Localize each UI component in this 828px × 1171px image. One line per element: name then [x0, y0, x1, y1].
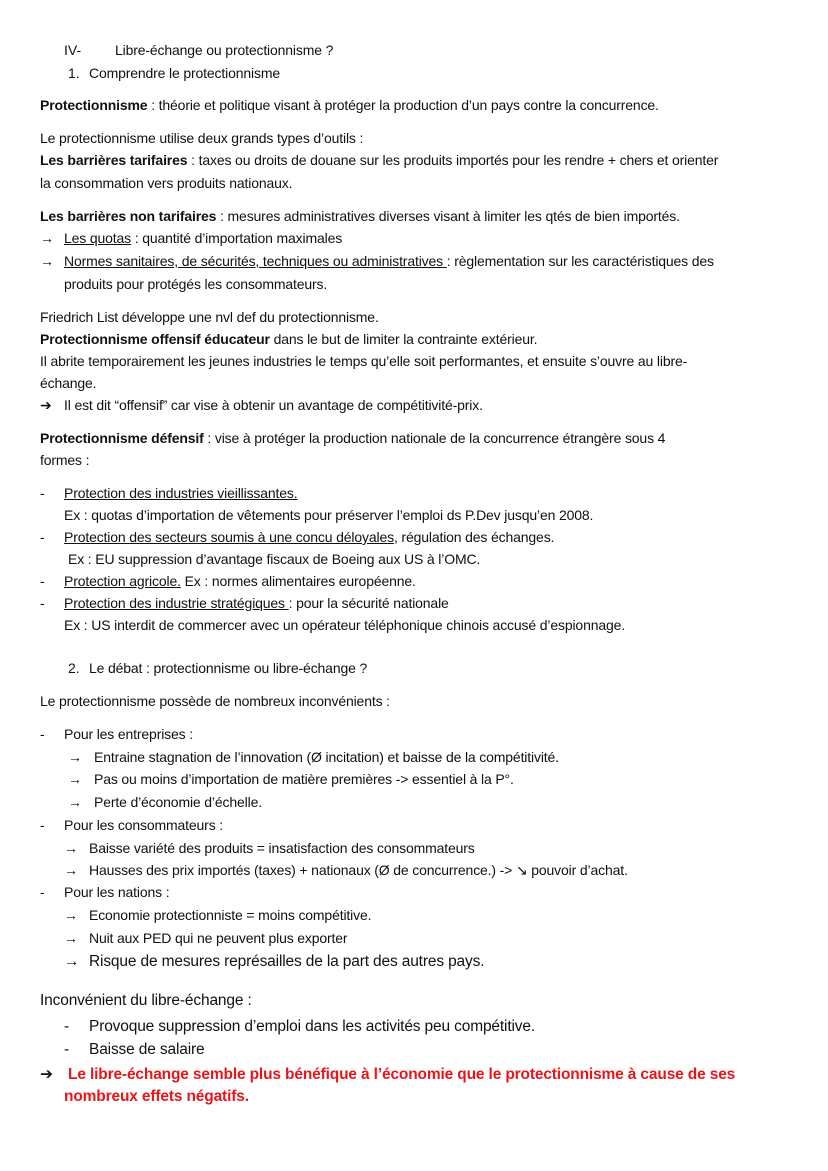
text-line: [89, 929, 347, 947]
arrow-icon: →: [68, 749, 82, 765]
text-segment: Ex : EU suppression d’avantage fiscaux de Boeing aux US à l’OMC.: [68, 551, 481, 567]
text-segment: Friedrich List développe une nvl def du protectionnisme.: [40, 309, 379, 325]
text-line: [94, 793, 262, 811]
text-line: [64, 725, 193, 743]
text-segment: Ex : US interdit de commercer avec un opérateur téléphonique chinois accusé d’espionnage.: [64, 617, 625, 633]
bold-term: Protectionnisme: [40, 97, 148, 113]
text-segment: échange.: [40, 375, 97, 391]
text-segment: la consommation vers produits nationaux.: [40, 175, 293, 191]
text-segment: Ex : normes alimentaires européenne.: [180, 573, 416, 589]
text-line: [64, 572, 416, 590]
arrow-icon: →: [64, 840, 78, 856]
bullet-dash: -: [40, 817, 45, 833]
text-segment: : théorie et politique visant à protéger la production d’un pays contre la concurrence.: [147, 97, 659, 113]
text-segment: Risque de mesures représailles de la part des autres pays.: [89, 953, 485, 970]
text-line: [40, 451, 89, 469]
arrow-icon: ➔: [40, 1066, 53, 1083]
section-heading: [115, 41, 333, 59]
text-segment: Il est dit “offensif” car vise à obtenir un avantage de compétitivité-prix.: [64, 397, 483, 413]
conclusion-text: Le libre-échange semble plus bénéfique à l’économie que le protectionnisme à cause de ses: [68, 1066, 736, 1083]
text-segment: Economie protectionniste = moins compétitive.: [89, 907, 372, 923]
text-line: [94, 748, 559, 766]
text-segment: formes :: [40, 452, 90, 468]
text-segment: Baisse variété des produits = insatisfaction des consommateurs: [89, 840, 475, 856]
underlined-term: Protection agricole.: [64, 573, 181, 589]
text-line: [94, 770, 514, 788]
text-line: [68, 550, 480, 568]
text-segment: Comprendre le protectionnisme: [89, 65, 280, 81]
list-number: 1.: [68, 65, 80, 81]
text-line: [40, 96, 659, 114]
bullet-dash: -: [40, 529, 45, 545]
arrow-icon: →: [64, 930, 78, 946]
text-segment: : pour la sécurité nationale: [288, 595, 449, 611]
bold-term: Protectionnisme défensif: [40, 430, 204, 446]
text-line: [40, 992, 252, 1010]
text-segment: : règlementation sur les caractéristiques des: [446, 253, 714, 269]
text-line: [64, 252, 714, 270]
text-segment: Provoque suppression d’emploi dans les activités peu compétitive.: [89, 1018, 536, 1035]
text-segment: Nuit aux PED qui ne peuvent plus exporter: [89, 930, 348, 946]
list-number: 2.: [68, 660, 80, 676]
text-line: [64, 396, 483, 414]
text-segment: Hausses des prix importés (taxes) + nationaux (Ø de concurrence.) -> ↘ pouvoir d’achat.: [89, 862, 628, 878]
text-line: [40, 330, 537, 348]
text-line: [64, 616, 625, 634]
text-line: [64, 1088, 249, 1106]
bullet-dash: -: [40, 485, 45, 501]
text-segment: , régulation des échanges.: [393, 529, 555, 545]
text-segment: : taxes ou droits de douane sur les produits importés pour les rendre + chers et orienter: [187, 152, 719, 168]
underlined-term: Les quotas: [64, 230, 131, 246]
text-segment: : vise à protéger la production nationale de la concurrence étrangère sous 4: [203, 430, 666, 446]
text-line: [40, 374, 96, 392]
text-line: [64, 816, 223, 834]
text-segment: : quantité d’importation maximales: [131, 230, 343, 246]
underlined-term: Protection des industries vieillissantes.: [64, 485, 298, 501]
text-line: [64, 528, 554, 546]
text-segment: Pour les entreprises :: [64, 726, 193, 742]
text-line: [40, 429, 665, 447]
underlined-term: Protection des industrie stratégiques: [64, 595, 289, 611]
underlined-term: Protection des secteurs soumis à une concu déloyales: [64, 529, 394, 545]
text-line: [89, 906, 371, 924]
text-line: [40, 692, 390, 710]
text-segment: produits pour protégés les consommateurs.: [64, 276, 328, 292]
text-line: [40, 129, 363, 147]
section-heading: [89, 659, 367, 677]
bullet-dash: -: [40, 595, 45, 611]
bullet-dash: -: [40, 726, 45, 742]
text-segment: Baisse de salaire: [89, 1041, 205, 1058]
text-segment: Pour les consommateurs :: [64, 817, 224, 833]
text-line: [64, 883, 169, 901]
arrow-icon: →: [64, 953, 80, 970]
bold-term: Les barrières non tarifaires: [40, 208, 217, 224]
list-number: IV-: [64, 42, 82, 58]
text-segment: Entraine stagnation de l’innovation (Ø incitation) et baisse de la compétitivité.: [94, 749, 559, 765]
bullet-dash: -: [40, 573, 45, 589]
arrow-icon: →: [64, 862, 78, 878]
text-segment: Perte d’économie d’échelle.: [94, 794, 262, 810]
bold-term: Protectionnisme offensif éducateur: [40, 331, 270, 347]
arrow-icon: →: [40, 253, 54, 269]
text-line: [64, 229, 342, 247]
section-heading: [89, 64, 280, 82]
text-segment: Le protectionnisme utilise deux grands types d’outils :: [40, 130, 364, 146]
text-segment: Pour les nations :: [64, 884, 170, 900]
conclusion-text: nombreux effets négatifs.: [64, 1088, 249, 1105]
text-line: [64, 484, 298, 502]
text-segment: Pas ou moins d’importation de matière premières -> essentiel à la P°.: [94, 771, 514, 787]
arrow-icon: →: [64, 907, 78, 923]
text-line: [64, 594, 449, 612]
underlined-term: Normes sanitaires, de sécurités, techniques ou administratives: [64, 253, 447, 269]
text-line: [68, 1066, 735, 1084]
arrow-icon: →: [68, 794, 82, 810]
bullet-dash: -: [64, 1018, 70, 1035]
text-line: [89, 839, 475, 857]
text-line: [64, 275, 327, 293]
text-line: [40, 151, 718, 169]
text-segment: Il abrite temporairement les jeunes industries le temps qu’elle soit performantes, et ensuite s’ouvre au libre-: [40, 353, 688, 369]
arrow-icon: ➔: [40, 397, 52, 413]
text-segment: Le débat : protectionnisme ou libre-échange ?: [89, 660, 368, 676]
text-segment: Le protectionnisme possède de nombreux inconvénients :: [40, 693, 390, 709]
text-line: [40, 174, 292, 192]
text-segment: Libre-échange ou protectionnisme ?: [115, 42, 334, 58]
text-line: [89, 953, 484, 971]
text-segment: dans le but de limiter la contrainte extérieur.: [269, 331, 538, 347]
text-line: [40, 308, 379, 326]
arrow-icon: →: [68, 771, 82, 787]
text-segment: Inconvénient du libre-échange :: [40, 992, 252, 1009]
bold-term: Les barrières tarifaires: [40, 152, 188, 168]
text-segment: : mesures administratives diverses visant à limiter les qtés de bien importés.: [216, 208, 680, 224]
text-segment: Ex : quotas d’importation de vêtements pour préserver l’emploi ds P.Dev jusqu’en 2008.: [64, 507, 594, 523]
text-line: [89, 1018, 535, 1036]
text-line: [40, 352, 687, 370]
text-line: [64, 506, 593, 524]
text-line: [89, 861, 628, 879]
bullet-dash: -: [64, 1041, 70, 1058]
text-line: [40, 207, 680, 225]
arrow-icon: →: [40, 230, 54, 246]
text-line: [89, 1041, 205, 1059]
bullet-dash: -: [40, 884, 45, 900]
